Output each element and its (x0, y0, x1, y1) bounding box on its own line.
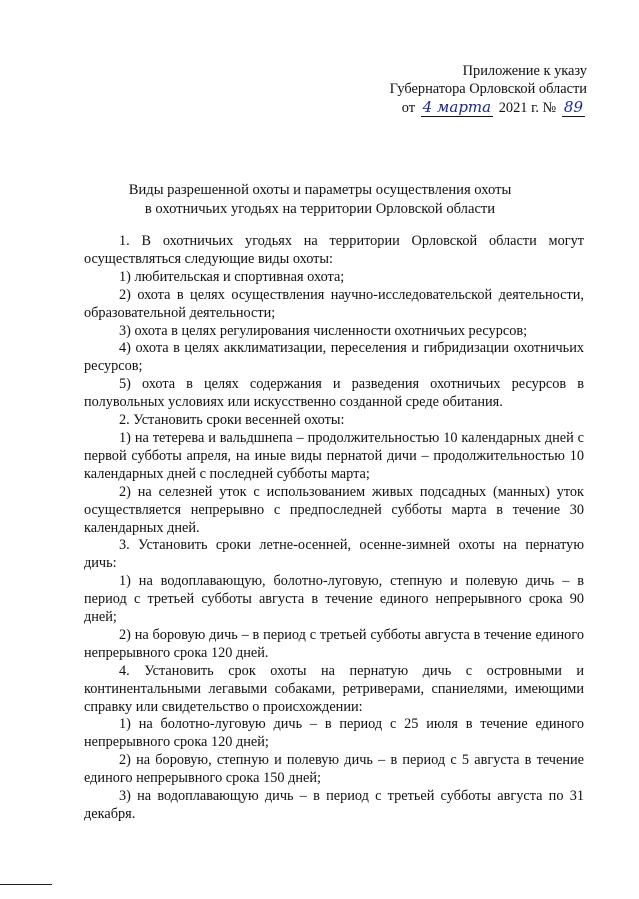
appendix-line-2: Губернатора Орловской области (389, 81, 587, 97)
paragraph: 2) на боровую, степную и полевую дичь – в период с 5 августа в течение единого непрерывного срока 150 дней; (84, 752, 584, 787)
paragraph: 2) на селезней уток с использованием живых подсадных (манных) уток осуществляется непрерывно с предпоследней субботы марта в течение 30 календарных дней. (84, 483, 584, 536)
paragraph: 2) охота в целях осуществления научно-исследовательской деятельности, образовательной деятельности; (84, 286, 584, 321)
appendix-line-1: Приложение к указу (462, 63, 587, 79)
paragraph: 1. В охотничьих угодьях на территории Орловской области могут осуществляться следующие виды охоты: (84, 233, 584, 267)
paragraph: 2) на боровую дичь – в период с третьей субботы августа в течение единого непрерывного срока 120 дней. (84, 626, 584, 661)
paragraph: 4) охота в целях акклиматизации, переселения и гибридизации охотничьих ресурсов; (84, 340, 584, 375)
paragraph: 1) любительская и спортивная охота; (119, 268, 345, 285)
appendix-header (390, 62, 587, 117)
paragraph: 1) на болотно-луговую дичь – в период с 25 июля в течение единого непрерывного срока 120 дней; (84, 716, 584, 751)
appendix-line-3 (390, 98, 587, 117)
document-title (60, 181, 580, 219)
paragraph: 2. Установить сроки весенней охоты: (119, 412, 345, 429)
title-line-1: Виды разрешенной охоты и параметры осуществления охоты (128, 182, 512, 198)
paragraph: 3. Установить сроки летне-осенней, осенне-зимней охоты на пернатую дичь: (84, 537, 584, 572)
footnote-separator-line (0, 884, 52, 885)
handwritten-number: 89 (563, 98, 583, 116)
document-body (84, 233, 584, 824)
paragraph: 1) на водоплавающую, болотно-луговую, степную и полевую дичь – в период с третьей субботы августа в течение единого непрерывного срока 90 дней; (84, 573, 584, 626)
handwritten-date: 4 марта (422, 98, 492, 116)
paragraph: 3) на водоплавающую дичь – в период с третьей субботы августа по 31 декабря. (84, 788, 584, 822)
paragraph: 4. Установить срок охоты на пернатую дичь с островными и континентальными легавыми собаками, ретриверами, спаниелями, имеющими справку или свидетельство о происхождении: (84, 662, 584, 715)
paragraph: 5) охота в целях содержания и разведения охотничьих ресурсов в полувольных условиях или искусственно созданной среде обитания. (84, 376, 584, 411)
paragraph: 3) охота в целях регулирования численности охотничьих ресурсов; (119, 322, 528, 339)
paragraph: 1) на тетерева и вальдшнепа – продолжительностью 10 календарных дней с первой субботы апреля, на иные виды пернатой дичи – продолжительностью 10 календарных дней с последней субботы марта; (84, 429, 584, 482)
appendix-from-label: от (401, 100, 416, 116)
title-line-2: в охотничьих угодьях на территории Орловской области (144, 201, 496, 217)
appendix-year-label: 2021 г. № (498, 100, 557, 116)
